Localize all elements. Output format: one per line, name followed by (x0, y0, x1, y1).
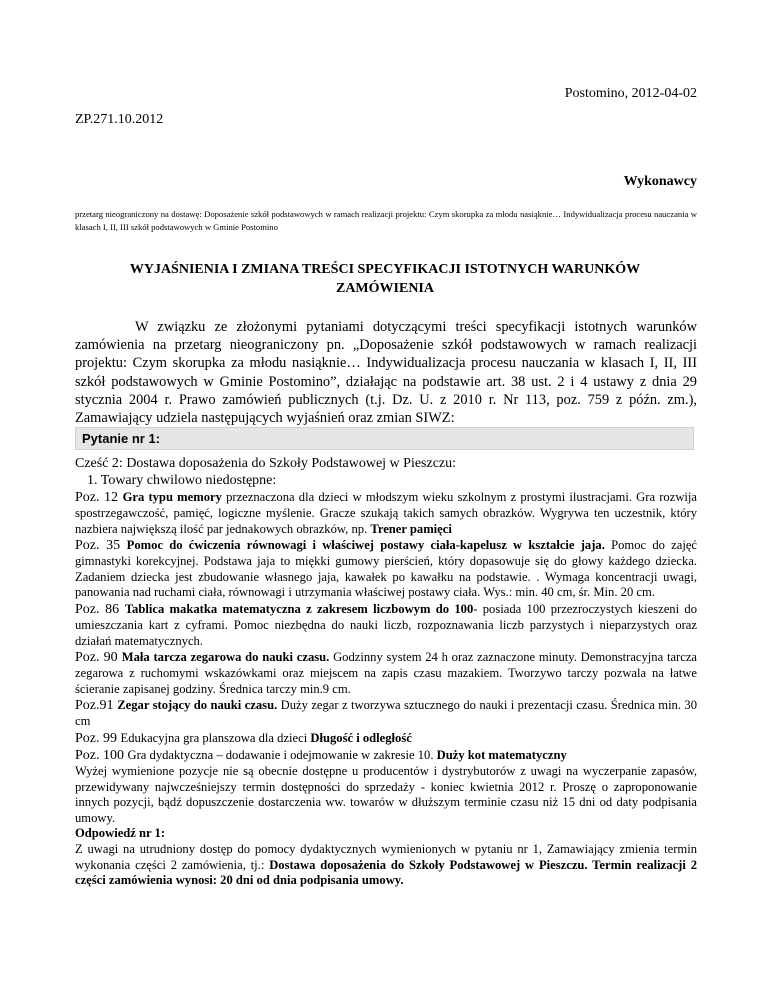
position-item: Poz.91 Zegar stojący do nauki czasu. Duży zegar z tworzywa sztucznego do nauki i prezentacji czasu. Średnica min. 30 cm (75, 698, 698, 729)
intro-text: W związku ze złożonymi pytaniami dotyczącymi treści specyfikacji istotnych warunków zamówienia na przetarg nieograniczony pn. „Doposażenie szkół podstawowych w ramach realizacji projektu: Czym skorupka za młodu nasiąknie… Indywidualizacja procesu nauczania w klasach I, II, III szkół podstawowych w Gminie Postomino”, działając na podstawie art. 38 ust. 2 i 4 ustawy z dnia 29 stycznia 2004 r. Prawo zamówień publicznych (t.j. Dz. U. z 2010 r. Nr 113, poz. 759 z późn. zm.), Zamawiający udziela następujących wyjaśnień oraz zmian SIWZ: (75, 319, 697, 427)
position-item: Poz. 86 Tablica makatka matematyczna z zakresem liczbowym do 100- posiada 100 przezroczystych kieszeni do umieszczania kart z cyframi. Pomoc niezbędna do nauki liczb, rozpoznawania liczb parzystych i nieparzystych oraz działań matematycznych. (75, 601, 697, 648)
position-item: Poz. 100 Gra dydaktyczna – dodawanie i odejmowanie w zakresie 10. Duży kot matematyczny (75, 747, 567, 763)
document-title: WYJAŚNIENIA I ZMIANA TREŚCI SPECYFIKACJI ISTOTNYCH WARUNKÓW ZAMÓWIENIA (129, 262, 641, 296)
question-body (75, 455, 697, 889)
reference-number: ZP.271.10.2012 (75, 112, 164, 127)
question-part: Cześć 2: Dostawa doposażenia do Szkoły Podstawowej w Pieszczu: (75, 456, 457, 471)
question-note: Wyżej wymienione pozycje nie są obecnie dostępne u producentów i dystrybutorów z uwagi na wyczerpanie zapasów, przewidywany najwcześniejszy termin dostępności do sprzedaży - koniec kwietnia 2012 r. Proszę o zaproponowanie innych pozycji, bądź dopuszczenie dostarczenia ww. towarów w dłuższym terminie czasu niż 15 dni od daty podpisania umowy. (75, 763, 697, 825)
position-item: Poz. 99 Edukacyjna gra planszowa dla dzieci Długość i odległość (75, 730, 412, 746)
question-label-bar: Pytanie nr 1: (75, 427, 694, 450)
answer-label: Odpowiedź nr 1: (75, 826, 166, 841)
subject-line: przetarg nieograniczony na dostawę: Doposażenie szkół podstawowych w ramach realizacji projektu: Czym skorupka za młodu nasiąknie… Indywidualizacja procesu nauczania w klasach I, II, III szkół podstawowych w Gminie Postomino (75, 209, 697, 232)
position-item: Poz. 12 Gra typu memory przeznaczona dla dzieci w młodszym wieku szkolnym z prostymi ilustracjami. Gra rozwija spostrzegawczość, pamięć, logiczne myślenie. Gracze szukają takich samych obrazków. Wygrywa ten uczestnik, który nazbiera największą ilość par jednakowych obrazków, np. Trener pamięci (75, 490, 698, 536)
answer-text: Z uwagi na utrudniony dostęp do pomocy dydaktycznych wymienionych w pytaniu nr 1, Zamawiający zmienia termin wykonania części 2 zamówienia, tj.: Dostawa doposażenia do Szkoły Podstawowej w Pieszczu. Termin realizacji 2 części zamówienia wynosi: 20 dni od dnia podpisania umowy. (75, 841, 697, 888)
position-item: Poz. 35 Pomoc do ćwiczenia równowagi i właściwej postawy ciała-kapelusz w kształcie jaja. Pomoc do zajęć gimnastyki korekcyjnej. Podstawa jaja to miękki gumowy pierścień, który dopasowuje się do głowy każdego dziecka. Zadaniem dziecka jest zbudowanie własnego jaja, kawałek po kawałku na podstawie. . Wymaga koncentracji uwagi, panowania nad ruchami ciała, równowagi i utrzymania właściwej postawy ciała. Wys.: min. 40 cm, śr. Min. 20 cm. (75, 538, 698, 600)
recipient: Wykonawcy (623, 174, 697, 189)
position-item: Poz. 90 Mała tarcza zegarowa do nauki czasu. Godzinny system 24 h oraz zaznaczone minuty. Demonstracyjna tarcza zegarowa z ruchomymi wskazówkami oraz miejscem na zapis czasu mazakiem. Tworzywo tarczy pozwala na łatwe ścieranie zapisanej godziny. Średnica tarczy min.9 cm. (75, 650, 698, 696)
place-date: Postomino, 2012-04-02 (564, 86, 697, 101)
question-list-item: 1. Towary chwilowo niedostępne: (87, 473, 277, 488)
intro-paragraph (75, 318, 697, 427)
